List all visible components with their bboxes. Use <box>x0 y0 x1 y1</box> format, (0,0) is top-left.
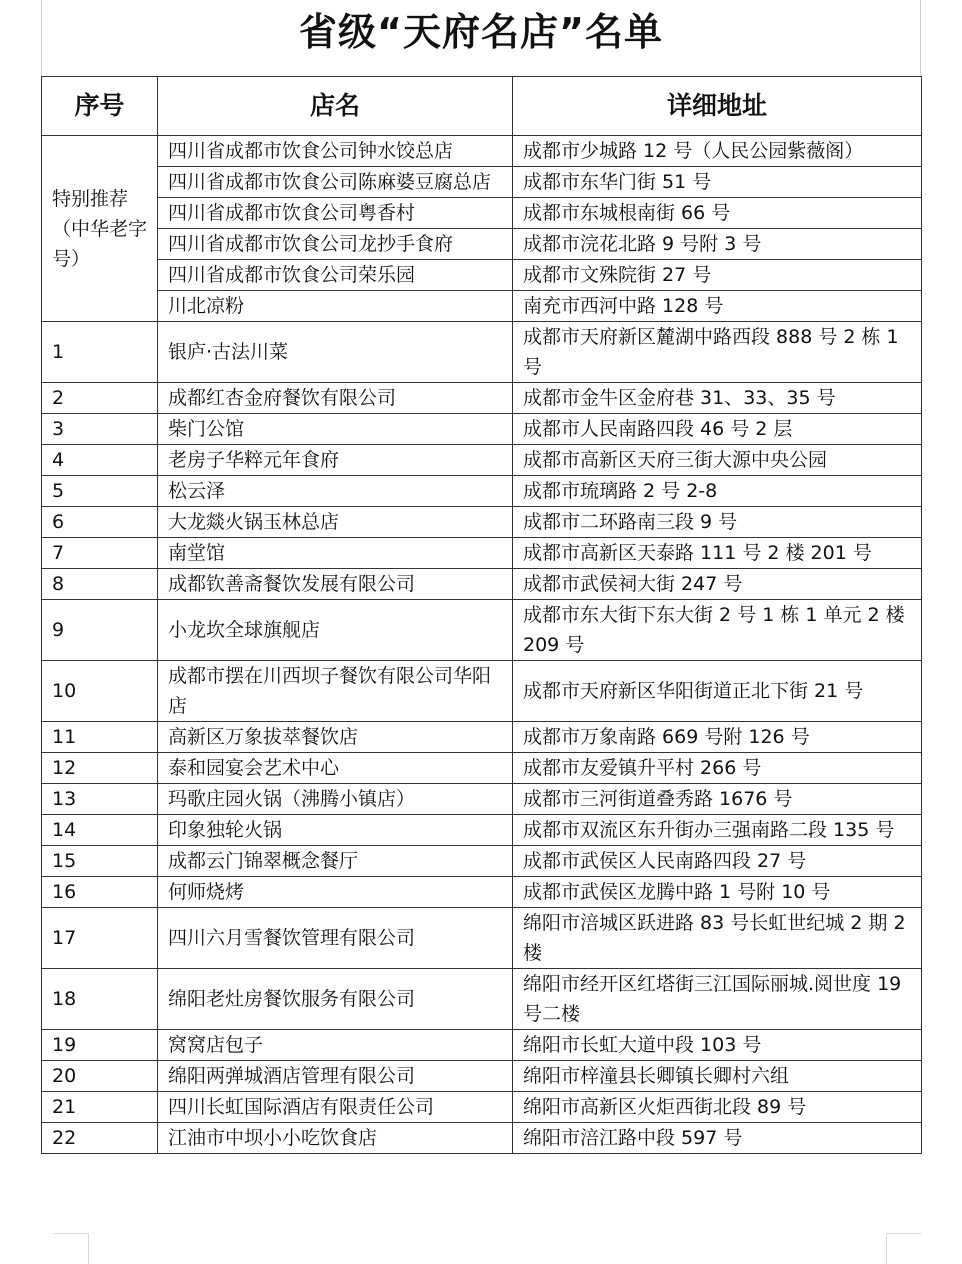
store-name: 泰和园宴会艺术中心 <box>158 753 513 784</box>
page-corner-mark-left <box>54 1233 89 1264</box>
table-row <box>42 291 922 322</box>
store-address: 成都市东大街下东大街 2 号 1 栋 1 单元 2 楼 209 号 <box>513 600 922 661</box>
row-number: 12 <box>42 753 158 784</box>
store-address: 绵阳市涪城区跃进路 83 号长虹世纪城 2 期 2 楼 <box>513 908 922 969</box>
table-row <box>42 969 922 1030</box>
store-name: 大龙燚火锅玉林总店 <box>158 507 513 538</box>
store-address: 成都市双流区东升街办三强南路二段 135 号 <box>513 815 922 846</box>
store-name: 江油市中坝小小吃饮食店 <box>158 1123 513 1154</box>
left-margin-guide <box>41 0 42 76</box>
store-address: 绵阳市梓潼县长卿镇长卿村六组 <box>513 1061 922 1092</box>
store-name: 柴门公馆 <box>158 414 513 445</box>
store-name: 四川省成都市饮食公司荣乐园 <box>158 260 513 291</box>
table-row <box>42 260 922 291</box>
store-address: 成都市浣花北路 9 号附 3 号 <box>513 229 922 260</box>
table-row <box>42 815 922 846</box>
table-row <box>42 1123 922 1154</box>
store-name: 成都市摆在川西坝子餐饮有限公司华阳店 <box>158 661 513 722</box>
table-row <box>42 136 922 167</box>
row-number: 19 <box>42 1030 158 1061</box>
store-name: 小龙坎全球旗舰店 <box>158 600 513 661</box>
store-address: 绵阳市经开区红塔街三江国际丽城.阅世度 19 号二楼 <box>513 969 922 1030</box>
store-address: 绵阳市长虹大道中段 103 号 <box>513 1030 922 1061</box>
store-name: 四川六月雪餐饮管理有限公司 <box>158 908 513 969</box>
table-row <box>42 1061 922 1092</box>
table-row <box>42 538 922 569</box>
store-address: 绵阳市涪江路中段 597 号 <box>513 1123 922 1154</box>
store-address: 成都市武侯祠大街 247 号 <box>513 569 922 600</box>
row-number: 2 <box>42 383 158 414</box>
store-name: 成都云门锦翠概念餐厅 <box>158 846 513 877</box>
row-number: 7 <box>42 538 158 569</box>
table-row <box>42 445 922 476</box>
page-title: 省级“天府名店”名单 <box>299 10 663 54</box>
store-name: 成都红杏金府餐饮有限公司 <box>158 383 513 414</box>
table-header-row <box>42 77 922 136</box>
table-row <box>42 322 922 383</box>
row-number: 15 <box>42 846 158 877</box>
row-number: 5 <box>42 476 158 507</box>
store-name: 南堂馆 <box>158 538 513 569</box>
store-name: 银庐·古法川菜 <box>158 322 513 383</box>
table-row <box>42 507 922 538</box>
store-address: 成都市东华门街 51 号 <box>513 167 922 198</box>
store-address: 成都市武侯区人民南路四段 27 号 <box>513 846 922 877</box>
row-number: 4 <box>42 445 158 476</box>
column-header-address: 详细地址 <box>513 77 922 136</box>
store-address: 成都市高新区天府三街大源中央公园 <box>513 445 922 476</box>
table-row <box>42 383 922 414</box>
table-row <box>42 753 922 784</box>
store-address: 成都市东城根南街 66 号 <box>513 198 922 229</box>
store-name: 绵阳两弹城酒店管理有限公司 <box>158 1061 513 1092</box>
row-number: 17 <box>42 908 158 969</box>
store-name: 何师烧烤 <box>158 877 513 908</box>
special-recommendation-label: 特别推荐（中华老字号） <box>42 136 158 322</box>
store-address: 成都市人民南路四段 46 号 2 层 <box>513 414 922 445</box>
store-address: 成都市天府新区麓湖中路西段 888 号 2 栋 1 号 <box>513 322 922 383</box>
store-address: 成都市友爱镇升平村 266 号 <box>513 753 922 784</box>
store-name: 四川省成都市饮食公司粤香村 <box>158 198 513 229</box>
row-number: 11 <box>42 722 158 753</box>
row-number: 22 <box>42 1123 158 1154</box>
table-row <box>42 722 922 753</box>
column-header-no: 序号 <box>42 77 158 136</box>
store-name: 高新区万象拔萃餐饮店 <box>158 722 513 753</box>
store-address: 成都市三河街道叠秀路 1676 号 <box>513 784 922 815</box>
store-name: 窝窝店包子 <box>158 1030 513 1061</box>
right-margin-guide <box>920 0 921 76</box>
store-address: 成都市文殊院街 27 号 <box>513 260 922 291</box>
table-row <box>42 600 922 661</box>
store-list-table <box>41 76 922 1154</box>
table-row <box>42 1092 922 1123</box>
store-address: 绵阳市高新区火炬西街北段 89 号 <box>513 1092 922 1123</box>
row-number: 9 <box>42 600 158 661</box>
table-row <box>42 1030 922 1061</box>
store-address: 成都市武侯区龙腾中路 1 号附 10 号 <box>513 877 922 908</box>
table-row <box>42 661 922 722</box>
store-address: 成都市天府新区华阳街道正北下街 21 号 <box>513 661 922 722</box>
store-name: 四川省成都市饮食公司陈麻婆豆腐总店 <box>158 167 513 198</box>
table-row <box>42 908 922 969</box>
store-name: 印象独轮火锅 <box>158 815 513 846</box>
table-row <box>42 167 922 198</box>
table-row <box>42 414 922 445</box>
page-corner-mark-right <box>886 1233 921 1264</box>
table-row <box>42 569 922 600</box>
store-name: 四川长虹国际酒店有限责任公司 <box>158 1092 513 1123</box>
table-row <box>42 476 922 507</box>
row-number: 18 <box>42 969 158 1030</box>
store-name: 四川省成都市饮食公司钟水饺总店 <box>158 136 513 167</box>
column-header-name: 店名 <box>158 77 513 136</box>
row-number: 21 <box>42 1092 158 1123</box>
row-number: 10 <box>42 661 158 722</box>
row-number: 1 <box>42 322 158 383</box>
row-number: 14 <box>42 815 158 846</box>
store-name: 川北凉粉 <box>158 291 513 322</box>
store-address: 成都市金牛区金府巷 31、33、35 号 <box>513 383 922 414</box>
store-address: 南充市西河中路 128 号 <box>513 291 922 322</box>
store-name: 四川省成都市饮食公司龙抄手食府 <box>158 229 513 260</box>
table-row <box>42 229 922 260</box>
store-address: 成都市高新区天泰路 111 号 2 楼 201 号 <box>513 538 922 569</box>
store-name: 玛歌庄园火锅（沸腾小镇店） <box>158 784 513 815</box>
table-row <box>42 846 922 877</box>
store-address: 成都市万象南路 669 号附 126 号 <box>513 722 922 753</box>
store-address: 成都市少城路 12 号（人民公园紫薇阁） <box>513 136 922 167</box>
store-name: 绵阳老灶房餐饮服务有限公司 <box>158 969 513 1030</box>
table-body <box>42 136 922 1154</box>
table-row <box>42 198 922 229</box>
row-number: 8 <box>42 569 158 600</box>
store-address: 成都市琉璃路 2 号 2-8 <box>513 476 922 507</box>
table-row <box>42 784 922 815</box>
row-number: 13 <box>42 784 158 815</box>
row-number: 3 <box>42 414 158 445</box>
row-number: 16 <box>42 877 158 908</box>
row-number: 6 <box>42 507 158 538</box>
store-address: 成都市二环路南三段 9 号 <box>513 507 922 538</box>
store-name: 成都钦善斋餐饮发展有限公司 <box>158 569 513 600</box>
table-row <box>42 877 922 908</box>
store-name: 松云泽 <box>158 476 513 507</box>
store-name: 老房子华粹元年食府 <box>158 445 513 476</box>
row-number: 20 <box>42 1061 158 1092</box>
